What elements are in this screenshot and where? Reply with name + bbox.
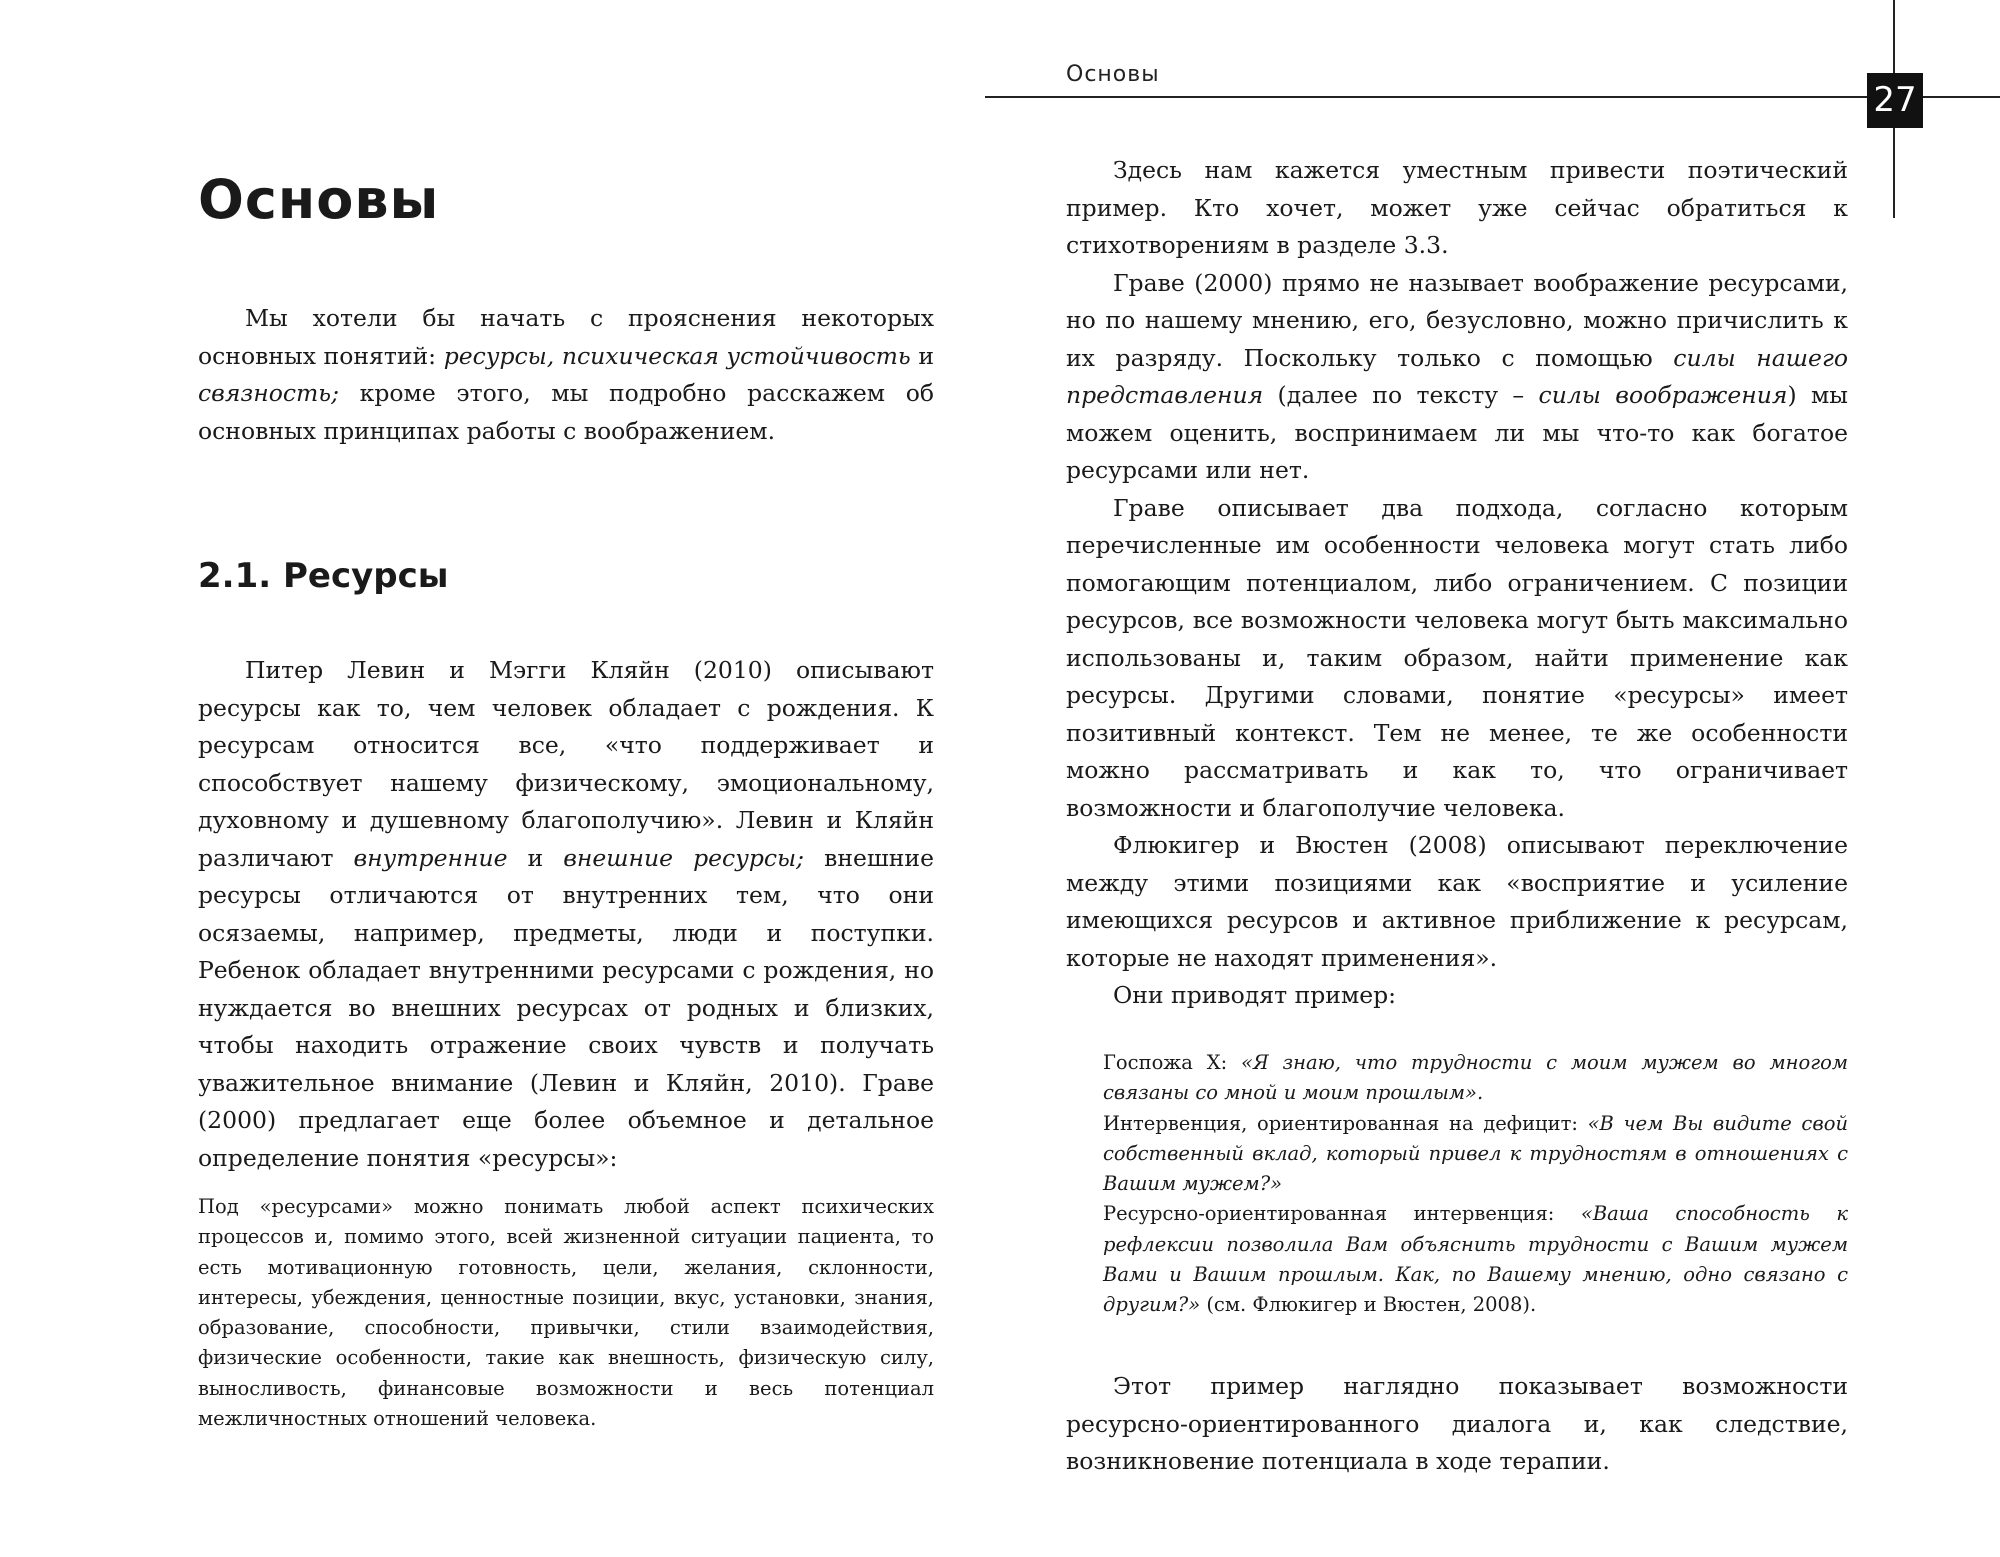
grave-quote: Под «ресурсами» можно понимать любой аспект психических процессов и, помимо этого, всей жизненной ситуации пациента, то есть мотивационную готовность, цели, желания, склонности, интересы, убеждения, ценностные позиции, вкус, установки, знания, образование, способности, привычки, стили взаимодействия, физические особенности, такие как внешность, физическую силу, выносливость, финансовые возможности и весь потенциал межличностных отношений человека. <box>198 1195 934 1431</box>
right-paragraph-1: Здесь нам кажется уместным привести поэтический пример. Кто хочет, может уже сейчас обратиться к стихотворениям в разделе 3.3. <box>1066 156 1848 259</box>
right-paragraph-2: Граве (2000) прямо не называет воображение ресурсами, но по нашему мнению, его, безусловно, можно причислить к их разряду. Поскольку только с помощью силы нашего представления (далее по тексту – силы воображения) мы можем оценить, воспринимаем ли мы что-то как богатое ресурсами или нет. <box>1066 268 1849 484</box>
intro-paragraph: Мы хотели бы начать с прояснения некоторых основных понятий: ресурсы, психическая устойчивость и связность; кроме этого, мы подробно расскажем об основных принципах работы с воображением. <box>198 304 934 445</box>
example-line: Ресурсно-ориентированная интервенция: «Ваша способность к рефлексии позволила Вам объяснить трудности с Вашим мужем Вами и Вашим прошлым. Как, по Вашему мнению, одно связано с другим?» (см. Флюкигер и Вюстен, 2008). <box>1103 1202 1848 1317</box>
example-dialogue <box>1103 1048 1848 1321</box>
section-heading: 2.1. Ресурсы <box>198 556 449 596</box>
example-line: Интервенция, ориентированная на дефицит: «В чем Вы видите свой собственный вклад, который привел к трудностям в отношениях с Вашим мужем?» <box>1103 1111 1848 1196</box>
example-line: Госпожа Х: «Я знаю, что трудности с моим мужем во многом связаны со мной и моим прошлым». <box>1103 1051 1848 1105</box>
right-paragraph-4: Флюкигер и Вюстен (2008) описывают переключение между этими позициями как «восприятие и усиление имеющихся ресурсов и активное приближение к ресурсам, которые не находят применения». <box>1066 831 1848 972</box>
header-rule <box>985 96 2000 98</box>
left-body-paragraph: Питер Левин и Мэгги Кляйн (2010) описывают ресурсы как то, чем человек обладает с рождения. К ресурсам относится все, «что поддерживает и способствует нашему физическому, эмоциональному, духовному и душевному благополучию». Левин и Кляйн различают внутренние и внешние ресурсы; внешние ресурсы отличаются от внутренних тем, что они осязаемы, например, предметы, люди и поступки. Ребенок обладает внутренними ресурсами с рождения, но нуждается во внешних ресурсах от родных и близких, чтобы находить отражение своих чувств и получать уважительное внимание (Левин и Кляйн, 2010). Граве (2000) предлагает еще более объемное и детальное определение понятия «ресурсы»: <box>198 656 934 1172</box>
right-body <box>1066 152 1848 1015</box>
right-paragraph-3: Граве описывает два подхода, согласно которым перечисленные им особенности человека могут стать либо помогающим потенциалом, либо ограничением. С позиции ресурсов, все возможности человека могут быть максимально использованы и, таким образом, найти применение как ресурсы. Другими словами, понятие «ресурсы» имеет позитивный контекст. Тем не менее, те же особенности можно рассматривать и как то, что ограничивает возможности и благополучие человека. <box>1066 493 1848 822</box>
chapter-title: Основы <box>198 168 440 231</box>
conclusion-paragraph: Этот пример наглядно показывает возможности ресурсно-ориентированного диалога и, как следствие, возникновение потенциала в ходе терапии. <box>1066 1372 1848 1475</box>
running-header: Основы <box>1066 62 1160 87</box>
page-number: 27 <box>1867 73 1923 128</box>
right-paragraph-5: Они приводят пример: <box>1113 981 1397 1009</box>
